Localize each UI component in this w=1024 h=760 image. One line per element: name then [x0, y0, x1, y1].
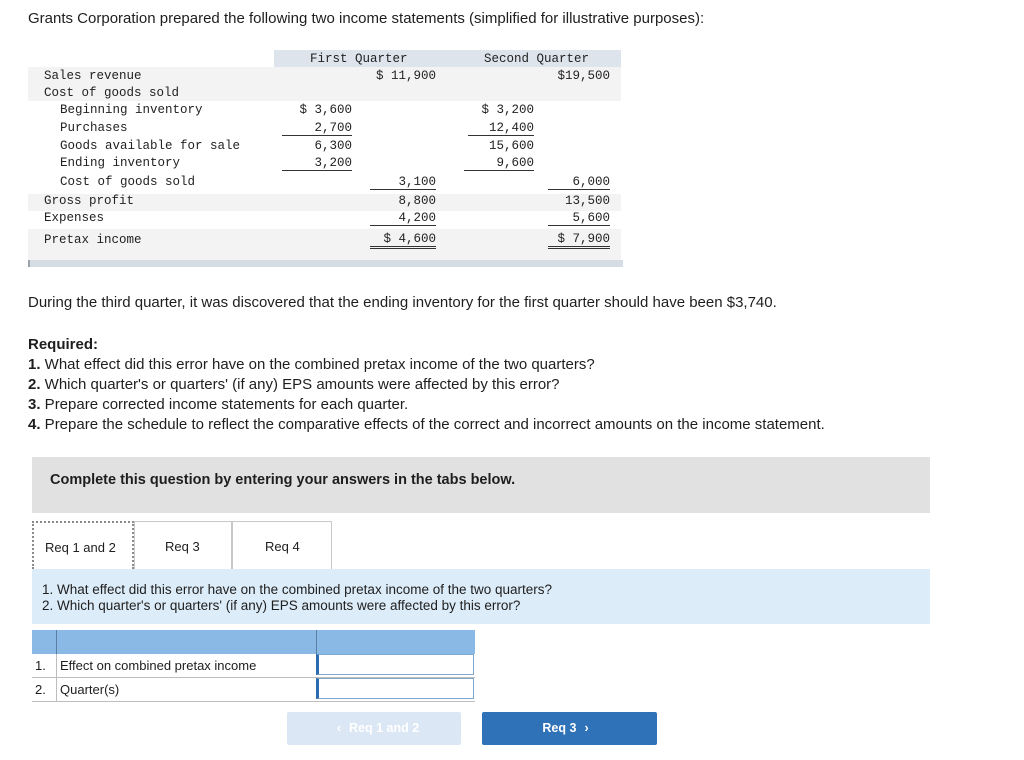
income-statement — [28, 50, 621, 268]
tab-req-4[interactable]: Req 4 — [232, 521, 332, 569]
q2-goods-available: 15,600 — [488, 139, 534, 153]
row-label-goods-available: Goods available for sale — [60, 139, 241, 153]
q1-expenses: 4,200 — [370, 211, 436, 226]
answer-label-effect: Effect on combined pretax income — [60, 658, 257, 673]
question-panel — [32, 569, 930, 624]
tab-req-1-and-2[interactable]: Req 1 and 2 — [32, 521, 134, 569]
q1-sales-revenue: $ 11,900 — [375, 69, 436, 83]
answer-label-quarters: Quarter(s) — [60, 682, 120, 697]
q2-gross-profit: 13,500 — [564, 194, 610, 208]
required-item-2: 2. Which quarter's or quarters' (if any) EPS amounts were affected by this error? — [28, 376, 560, 393]
q2-ending-inventory: 9,600 — [464, 156, 534, 171]
row-label-cogs: Cost of goods sold — [60, 175, 196, 189]
intro-text: Grants Corporation prepared the following two income statements (simplified for illustrative purposes): — [28, 10, 705, 27]
q2-cogs: 6,000 — [548, 175, 610, 190]
q1-gross-profit: 8,800 — [398, 194, 436, 208]
chevron-right-icon: › — [584, 721, 589, 735]
statement-bottom-bar — [28, 260, 623, 267]
panel-question-1: 1. What effect did this error have on the combined pretax income of the two quarters? — [42, 582, 553, 597]
q1-purchases: 2,700 — [282, 121, 352, 136]
header-second-quarter: Second Quarter — [484, 52, 590, 66]
row-label-gross-profit: Gross profit — [44, 194, 135, 208]
answer-row-2: 2. Quarter(s) — [32, 678, 475, 702]
q1-goods-available: 6,300 — [314, 139, 352, 153]
row-label-cogs-heading: Cost of goods sold — [44, 86, 180, 100]
required-heading: Required: — [28, 336, 99, 353]
row-label-sales-revenue: Sales revenue — [44, 69, 142, 83]
row-label-purchases: Purchases — [60, 121, 128, 135]
q2-beginning-inventory: $ 3,200 — [481, 103, 534, 117]
q1-ending-inventory: 3,200 — [282, 156, 352, 171]
banner-text: Complete this question by entering your answers in the tabs below. — [50, 472, 516, 488]
q1-pretax-income: $ 4,600 — [370, 232, 436, 249]
required-section — [28, 335, 825, 435]
panel-question-2: 2. Which quarter's or quarters' (if any) EPS amounts were affected by this error? — [42, 598, 521, 613]
required-item-1: 1. What effect did this error have on the combined pretax income of the two quarters? — [28, 356, 595, 373]
q2-purchases: 12,400 — [468, 121, 534, 136]
q1-beginning-inventory: $ 3,600 — [299, 103, 352, 117]
discovery-text: During the third quarter, it was discovered that the ending inventory for the first quarter should have been $3,740. — [28, 294, 777, 311]
answer-grid-header — [32, 630, 475, 654]
quarters-input[interactable] — [316, 678, 474, 699]
required-item-3: 3. Prepare corrected income statements for each quarter. — [28, 396, 409, 413]
q2-sales-revenue: $19,500 — [557, 69, 610, 83]
answer-row-1: 1. Effect on combined pretax income — [32, 654, 475, 678]
header-first-quarter: First Quarter — [310, 52, 408, 66]
instruction-banner — [32, 457, 930, 513]
next-button[interactable]: Req 3 › — [482, 712, 657, 745]
row-label-beginning-inventory: Beginning inventory — [60, 103, 203, 117]
q2-pretax-income: $ 7,900 — [548, 232, 610, 249]
prev-button: ‹ Req 1 and 2 — [287, 712, 461, 745]
required-item-4: 4. Prepare the schedule to reflect the comparative effects of the correct and incorrect amounts on the income statement. — [28, 416, 825, 433]
effect-combined-pretax-input[interactable] — [316, 654, 474, 675]
q2-expenses: 5,600 — [548, 211, 610, 226]
q1-cogs: 3,100 — [370, 175, 436, 190]
row-label-pretax-income: Pretax income — [44, 233, 142, 247]
row-label-expenses: Expenses — [44, 211, 105, 225]
row-label-ending-inventory: Ending inventory — [60, 156, 181, 170]
chevron-left-icon: ‹ — [336, 721, 341, 735]
tab-req-3[interactable]: Req 3 — [134, 521, 232, 569]
